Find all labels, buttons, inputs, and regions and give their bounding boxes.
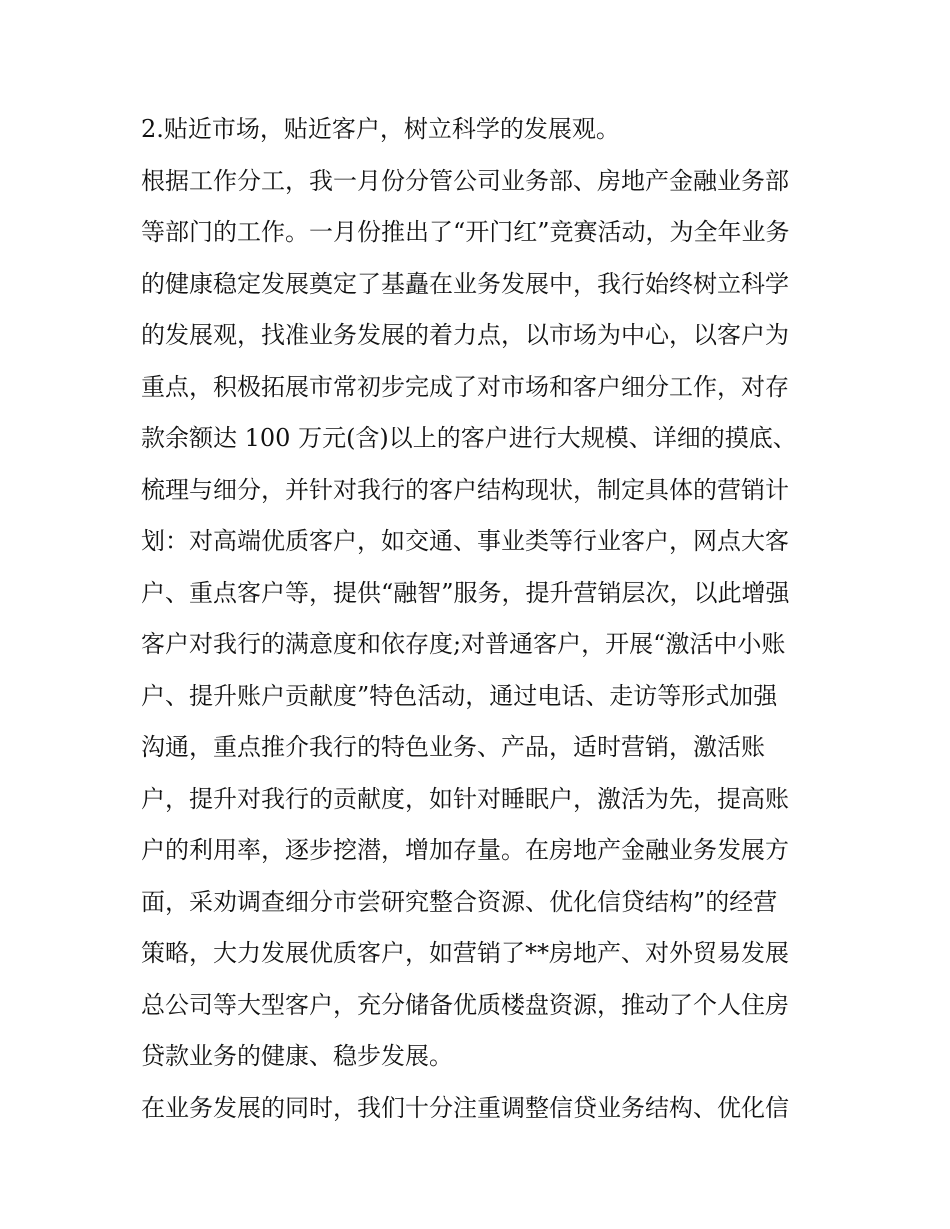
text-line: 等部门的工作。一月份推出了“开门红”竞赛活动，为全年业务 bbox=[141, 218, 790, 246]
text-line: 根据工作分工，我一月份分管公司业务部、房地产金融业务部 bbox=[141, 166, 789, 195]
text-line: 户、重点客户等，提供“融智”服务，提升营销层次，以此增强 bbox=[141, 578, 790, 607]
text-line: 梳理与细分，并针对我行的客户结构现状，制定具体的营销计 bbox=[141, 475, 789, 504]
text-line: 户、提升账户贡献度”特色活动，通过电话、走访等形式加强 bbox=[141, 681, 778, 710]
text-line: 户，提升对我行的贡献度，如针对睡眠户，激活为先，提高账 bbox=[141, 784, 789, 813]
text-line: 重点，积极拓展市常初步完成了对市场和客户细分工作，对存 bbox=[141, 372, 789, 401]
text-line: 款余额达 100 万元(含)以上的客户进行大规模、详细的摸底、 bbox=[141, 424, 797, 452]
text-line: 总公司等大型客户，充分储备优质楼盘资源，推动了个人住房 bbox=[141, 990, 789, 1019]
body-text bbox=[141, 104, 821, 1134]
text-line: 户的利用率，逐步挖潜，增加存量。在房地产金融业务发展方 bbox=[141, 836, 789, 864]
text-line: 在业务发展的同时，我们十分注重调整信贷业务结构、优化信 bbox=[141, 1093, 789, 1122]
text-line: 策略，大力发展优质客户，如营销了**房地产、对外贸易发展 bbox=[141, 939, 789, 967]
text-line: 客户对我行的满意度和依存度;对普通客户，开展“激活中小账 bbox=[141, 630, 786, 658]
text-line: 沟通，重点推介我行的特色业务、产品，适时营销，激活账 bbox=[141, 733, 765, 761]
text-line: 的发展观，找准业务发展的着力点，以市场为中心，以客户为 bbox=[141, 321, 789, 349]
text-line: 的健康稳定发展奠定了基矗在业务发展中，我行始终树立科学 bbox=[141, 269, 789, 298]
text-line: 面，采劝调查细分市尝研究整合资源、优化信贷结构”的经营 bbox=[141, 887, 778, 916]
section-heading: 2.贴近市场，贴近客户，树立科学的发展观。 bbox=[141, 115, 620, 143]
text-line: 贷款业务的健康、稳步发展。 bbox=[141, 1042, 453, 1070]
text-line: 划：对高端优质客户，如交通、事业类等行业客户，网点大客 bbox=[141, 527, 789, 555]
